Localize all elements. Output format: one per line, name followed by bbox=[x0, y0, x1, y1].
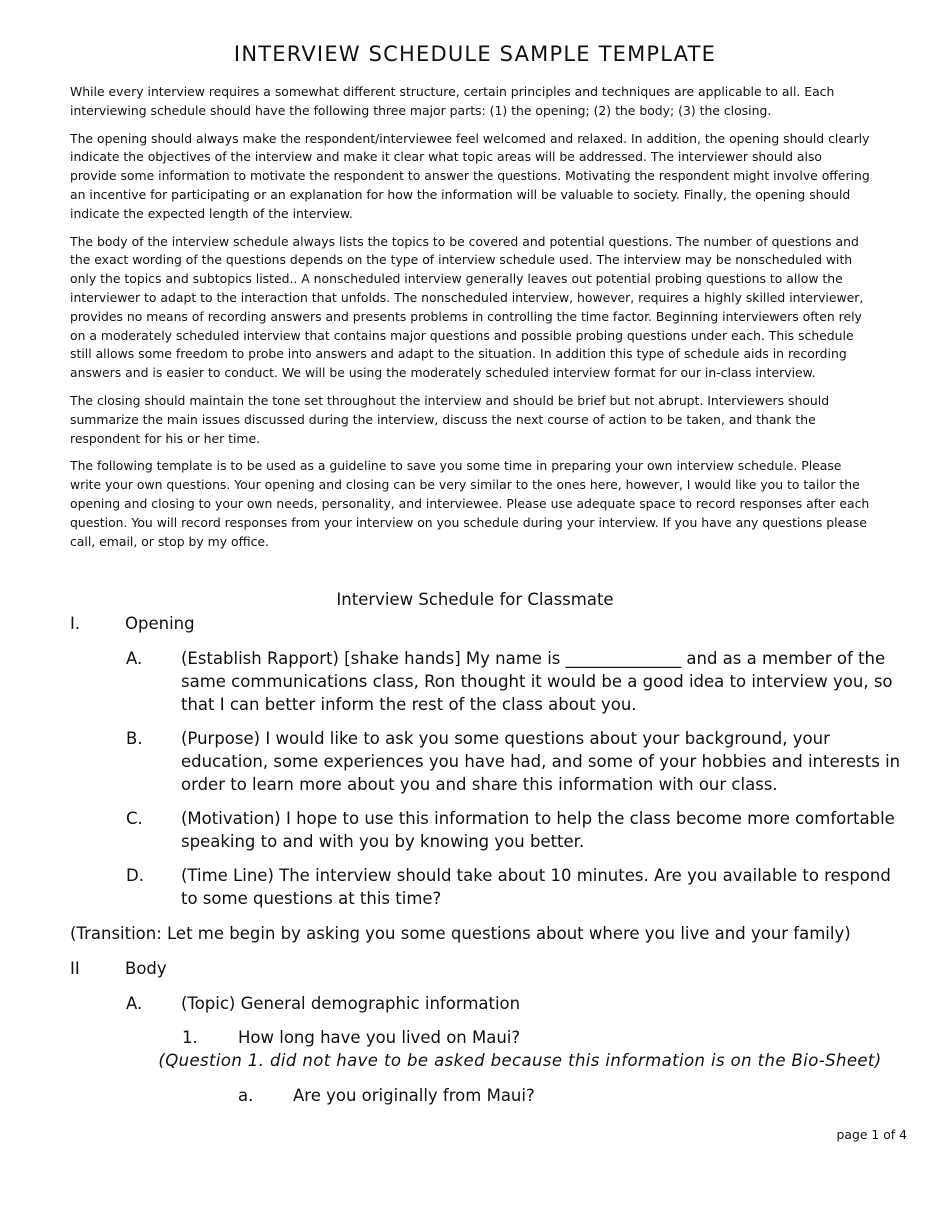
schedule-subtitle: Interview Schedule for Classmate bbox=[336, 590, 614, 609]
opening-item-c-text: (Motivation) I hope to use this information to help the class become more comfortable speaking to and with you by knowing you better. bbox=[181, 809, 895, 851]
opening-item-a-text: (Establish Rapport) [shake hands] My name is ______________ and as a member of the same communications class, Ron thought it would be a good idea to interview you, so that I can better inform the rest of the class about you. bbox=[181, 649, 893, 714]
body-marker: II bbox=[70, 959, 80, 978]
opening-item-d bbox=[70, 864, 910, 910]
opening-item-b-marker: B. bbox=[126, 729, 143, 748]
body-label: Body bbox=[125, 959, 167, 978]
body-question-1-text: How long have you lived on Maui? bbox=[238, 1028, 521, 1047]
page-number: page 1 of 4 bbox=[836, 1127, 907, 1142]
opening-item-a-marker: A. bbox=[126, 649, 143, 668]
intro-paragraph-1: While every interview requires a somewhat different structure, certain principles and techniques are applicable to all. Each interviewing schedule should have the following three major parts: (1) the opening; (2) the body; (3) the closing. bbox=[70, 84, 835, 118]
body-sub-question-a-text: Are you originally from Maui? bbox=[293, 1086, 535, 1105]
intro-paragraph-5: The following template is to be used as a guideline to save you some time in preparing your own interview schedule. Please write your own questions. Your opening and closing can be very similar to the ones here, however, I would like you to tailor the opening and closing to your own needs, personality, and interviewee. Please use adequate space to record responses after each question. You will record responses from your interview on you schedule during your interview. If you have any questions please call, email, or stop by my office. bbox=[70, 458, 870, 549]
opening-item-d-text: (Time Line) The interview should take about 10 minutes. Are you available to respond to some questions at this time? bbox=[181, 866, 891, 908]
body-question-1 bbox=[70, 1026, 910, 1049]
opening-marker: I. bbox=[70, 614, 81, 633]
body-topic-a-marker: A. bbox=[126, 994, 143, 1013]
opening-label: Opening bbox=[125, 614, 195, 633]
opening-item-b-text: (Purpose) I would like to ask you some questions about your background, your education, some experiences you have had, and some of your hobbies and interests in order to learn more about you and share this information with our class. bbox=[181, 729, 901, 794]
body-topic-a-text: (Topic) General demographic information bbox=[181, 994, 521, 1013]
body-sub-question-a bbox=[70, 1084, 910, 1107]
opening-item-c bbox=[70, 807, 910, 853]
opening-item-c-marker: C. bbox=[126, 809, 143, 828]
question-note: (Question 1. did not have to be asked because this information is on the Bio-Sheet) bbox=[158, 1051, 882, 1070]
intro-paragraph-3: The body of the interview schedule always lists the topics to be covered and potential questions. The number of questions and the exact wording of the questions depends on the type of interview schedule used. The interview may be nonscheduled with only the topics and subtopics listed.. A nonscheduled interview generally leaves out potential probing questions to allow the interviewer to adapt to the interaction that unfolds. The nonscheduled interview, however, requires a highly skilled interviewer, provides no means of recording answers and presents problems in controlling the time factor. Beginning interviewers often rely on a moderately scheduled interview that contains major questions and possible probing questions under each. This schedule still allows some freedom to probe into answers and adapt to the situation. In addition this type of schedule aids in recording answers and is easier to conduct. We will be using the moderately scheduled interview format for our in-class interview. bbox=[70, 233, 864, 381]
transition-line: (Transition: Let me begin by asking you some questions about where you live and your family) bbox=[70, 924, 851, 943]
intro-paragraph-2: The opening should always make the respondent/interviewee feel welcomed and relaxed. In addition, the opening should clearly indicate the objectives of the interview and make it clear what topic areas will be addressed. The interviewer should also provide some information to motivate the respondent to answer the questions. Motivating the respondent might involve offering an incentive for participating or an explanation for how the information will be valuable to society. Finally, the opening should indicate the expected length of the interview. bbox=[70, 130, 870, 221]
opening-item-b bbox=[70, 727, 910, 796]
body-heading bbox=[70, 957, 910, 980]
schedule-outline bbox=[70, 612, 910, 1107]
intro-section bbox=[70, 83, 870, 560]
body-question-1-marker: 1. bbox=[182, 1028, 198, 1047]
body-sub-question-a-marker: a. bbox=[238, 1086, 254, 1105]
body-topic-a bbox=[70, 992, 910, 1015]
opening-item-d-marker: D. bbox=[126, 866, 144, 885]
opening-item-a bbox=[70, 647, 910, 716]
opening-heading bbox=[70, 612, 910, 635]
document-title: INTERVIEW SCHEDULE SAMPLE TEMPLATE bbox=[233, 42, 717, 66]
intro-paragraph-4: The closing should maintain the tone set throughout the interview and should be brief but not abrupt. Interviewers should summarize the main issues discussed during the interview, discuss the next course of action to be taken, and thank the respondent for his or her time. bbox=[70, 392, 830, 446]
